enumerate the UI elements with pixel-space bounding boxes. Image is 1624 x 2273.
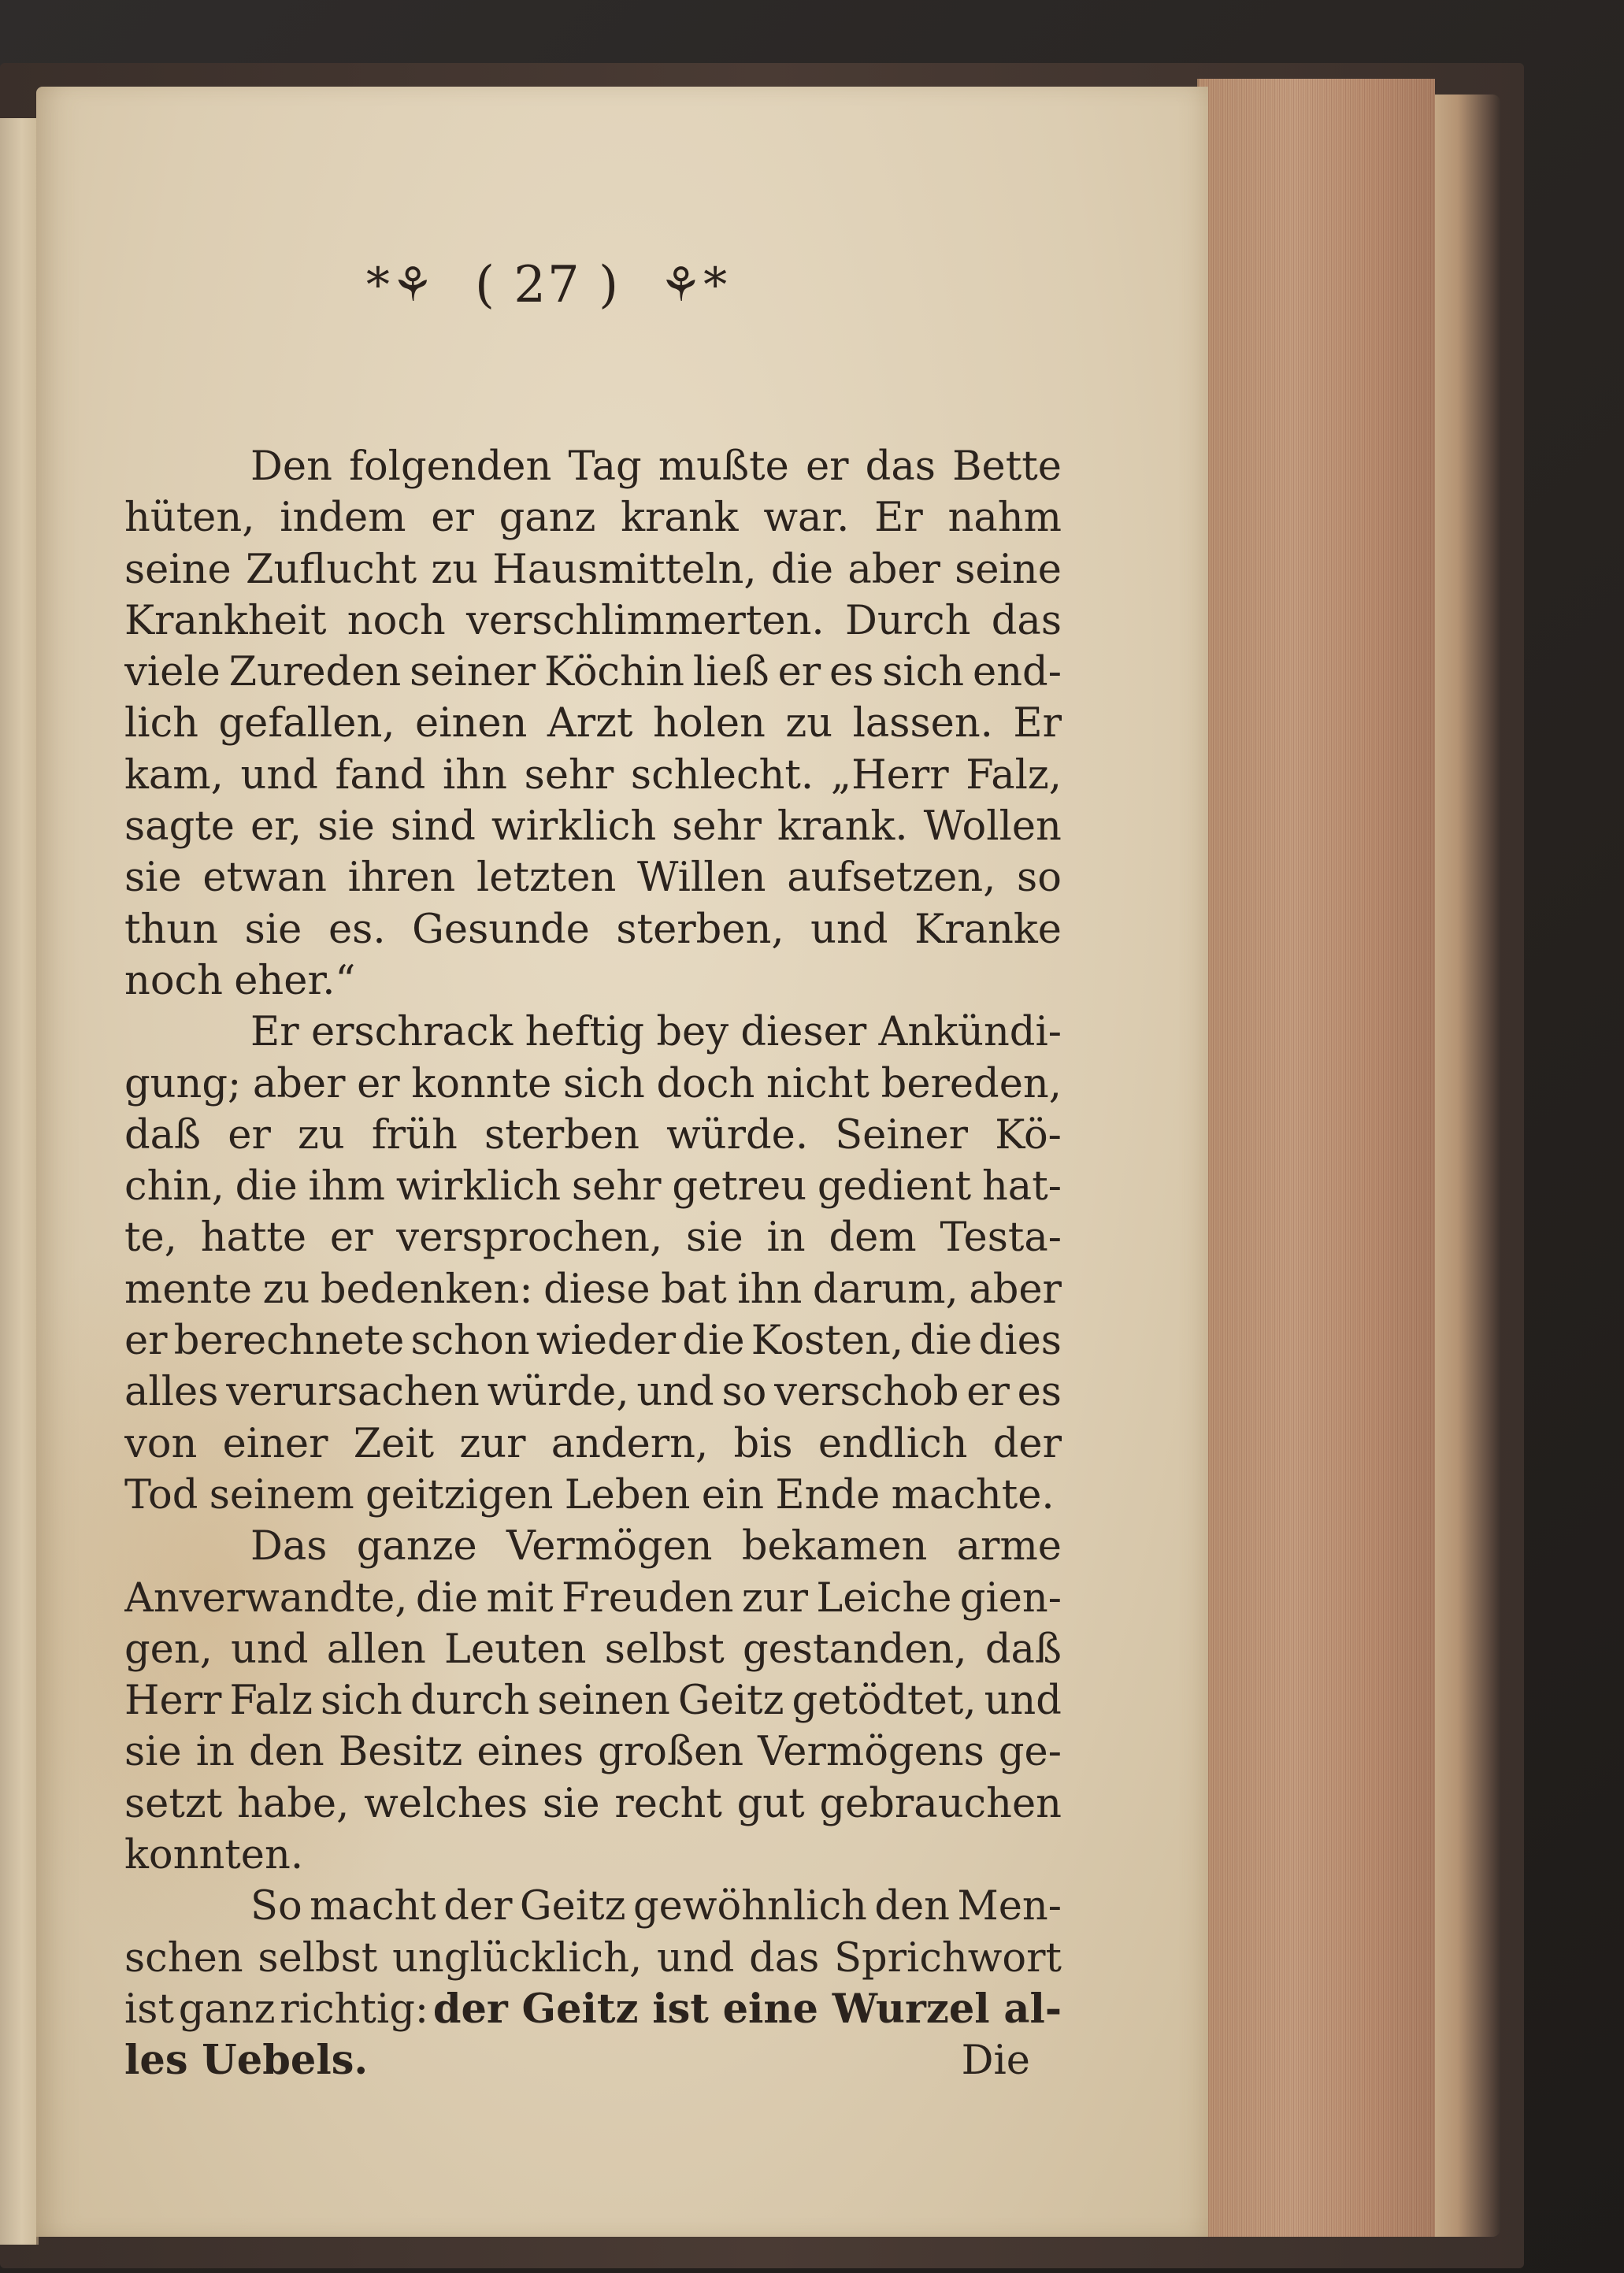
text-line: So macht der Geitz gewöhnlich den Men-	[250, 1883, 1062, 1930]
book-back-board	[1429, 95, 1500, 2237]
text-line: chin, die ihm wirklich sehr getreu gedient hat-	[124, 1163, 1062, 1211]
text-line: gung; aber er konnte sich doch nicht bereden,	[124, 1060, 1062, 1107]
text-line: er berechnete schon wieder die Kosten, die dies	[124, 1318, 1062, 1365]
text-line: Den folgenden Tag mußte er das Bette	[250, 443, 1062, 490]
emphasis-text: der Geitz ist eine Wurzel al-	[432, 1985, 1062, 2033]
book-page	[36, 87, 1208, 2237]
body-text	[124, 441, 1062, 2087]
ornament-left-icon: *⚘	[365, 257, 436, 313]
emphasis-text: les Uebels.	[124, 2037, 369, 2085]
text-line: konnten.	[124, 1832, 304, 1879]
text-line: Herr Falz sich durch seinen Geitz getödtet, und	[124, 1678, 1062, 1725]
text-line: sagte er, sie sind wirklich sehr krank. Wollen	[124, 803, 1062, 851]
text-line: schen selbst unglücklich, und das Sprichwort	[124, 1934, 1062, 1982]
left-page-edge	[0, 118, 39, 2245]
text-line: thun sie es. Gesunde sterben, und Kranke	[124, 906, 1062, 953]
text-line: noch eher.“	[124, 957, 356, 1004]
text-line: viele Zureden seiner Köchin ließ er es sich end-	[124, 649, 1062, 696]
text-line: Anverwandte, die mit Freuden zur Leiche gien-	[124, 1574, 1062, 1622]
text-line: te, hatte er versprochen, sie in dem Testa-	[124, 1214, 1062, 1262]
text-line: Tod seinem geitzigen Leben ein Ende machte.	[124, 1471, 1055, 1518]
page-block-edges	[1197, 79, 1435, 2237]
page-header	[36, 252, 1208, 314]
text-line: lich gefallen, einen Arzt holen zu lassen. Er	[124, 700, 1062, 747]
text-line: gen, und allen Leuten selbst gestanden, daß	[124, 1626, 1062, 1673]
text-line: ist ganz richtig: der Geitz ist eine Wurzel al-	[124, 1984, 1062, 2035]
text-line: von einer Zeit zur andern, bis endlich der	[124, 1420, 1062, 1467]
text-line	[124, 2035, 1062, 2086]
text-line: setzt habe, welches sie recht gut gebrauchen	[124, 1780, 1062, 1827]
text-line: sie in den Besitz eines großen Vermögens ge-	[124, 1729, 1062, 1776]
text-line: Krankheit noch verschlimmerten. Durch das	[124, 597, 1062, 644]
text-line: Er erschrack heftig bey dieser Ankündi-	[250, 1009, 1062, 1056]
text-line: mente zu bedenken: diese bat ihn darum, aber	[124, 1266, 1062, 1313]
text-line: sie etwan ihren letzten Willen aufsetzen, so	[124, 855, 1062, 902]
text-line: Das ganze Vermögen bekamen arme	[250, 1523, 1062, 1570]
text-line: alles verursachen würde, und so verschob er es	[124, 1369, 1062, 1416]
text-line: seine Zuflucht zu Hausmitteln, die aber seine	[124, 546, 1062, 593]
page-number: ( 27 )	[474, 255, 621, 314]
catchword: Die	[961, 2038, 1030, 2085]
text-line: hüten, indem er ganz krank war. Er nahm	[124, 495, 1062, 542]
ornament-right-icon: ⚘*	[659, 257, 729, 313]
text-line: kam, und fand ihn sehr schlecht. „Herr Falz,	[124, 751, 1062, 799]
text-line: daß er zu früh sterben würde. Seiner Kö-	[124, 1111, 1062, 1159]
